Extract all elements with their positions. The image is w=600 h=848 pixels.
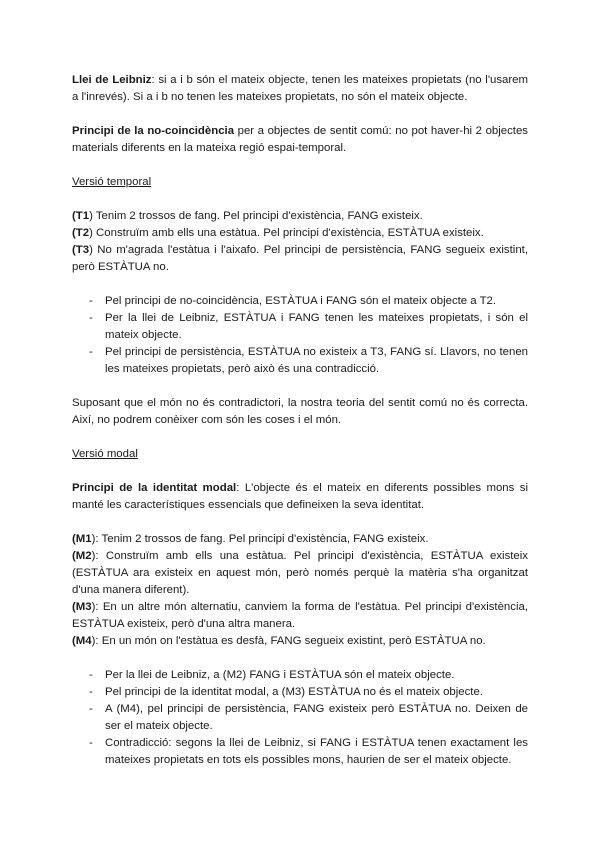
line-label: (M1 [72,533,92,545]
list-item: - Pel principi de persistència, ESTÀTUA no existeix a T3, FANG sí. Llavors, no tenen les mateixes propietats, però això és una contradicció. [89,346,528,375]
line-text: ): En un altre món alternatiu, canviem la forma de l'estàtua. Pel principi d'existència, ESTÀTUA existeix, però d'una altra manera. [72,601,528,630]
temporal-bullet-list [72,293,528,378]
document-page [72,72,528,769]
line-label: (M3 [72,601,92,613]
leibniz-text: : si a i b són el mateix objecte, tenen les mateixes propietats (no l'usarem a l'inrevés). Si a i b no tenen les mateixes propietats, no són el mateix objecte. [72,74,528,103]
no-coincidencia-term: Principi de la no-coincidència [72,125,235,137]
dash-marker: - [89,295,93,307]
list-item: - Per la llei de Leibniz, a (M2) FANG i ESTÀTUA són el mateix objecte. [72,667,528,684]
temporal-line-t3 [72,242,528,276]
line-text: ): Construïm amb ells una estàtua. Pel principi d'existència, ESTÀTUA existeix (ESTÀTUA ara existeix en aquest món, però només perquè la matèria s'ha organitzat d'una manera diferent). [72,550,528,596]
dash-marker: - [89,686,93,698]
list-item: - Per la llei de Leibniz, ESTÀTUA i FANG tenen les mateixes propietats, i són el mateix objecte. [89,312,528,341]
identitat-modal-term: Principi de la identitat modal [72,482,237,494]
dash-marker: - [89,312,93,324]
list-item: - Pel principi de no-coincidència, ESTÀTUA i FANG són el mateix objecte a T2. [72,293,528,310]
line-text: ) Tenim 2 trossos de fang. Pel principi d'existència, FANG existeix. [89,210,423,222]
modal-line-m3 [72,599,528,633]
modal-heading: Versió modal [72,448,138,460]
modal-bullet-list [72,667,528,769]
temporal-line-t1 [72,208,528,225]
line-text: ) No m'agrada l'estàtua i l'aixafo. Pel principi de persistència, FANG segueix existint, però ESTÀTUA no. [72,244,528,273]
no-coincidencia-text: per a objectes de sentit comú: no pot haver-hi 2 objectes materials diferents en la mateixa regió espai-temporal. [72,125,528,154]
dash-marker: - [89,703,93,715]
leibniz-term: Llei de Leibniz [72,74,152,86]
list-item: - Contradicció: segons la llei de Leibniz, si FANG i ESTÀTUA tenen exactament les mateixes propietats en tots els possibles mons, haurien de ser el mateix objecte. [89,737,528,766]
temporal-heading: Versió temporal [72,176,152,188]
leibniz-paragraph [72,72,528,106]
line-text: ): Tenim 2 trossos de fang. Pel principi d'existència, FANG existeix. [91,533,429,545]
identitat-modal-text: : L'objecte és el mateix en diferents possibles mons si manté les característiques essencials que defineixen la seva identitat. [72,482,528,511]
temporal-conclusion: Suposant que el món no és contradictori, la nostra teoria del sentit comú no és correcta. Així, no podrem conèixer com són les coses i el món. [72,397,528,426]
list-item: - Pel principi de la identitat modal, a (M3) ESTÀTUA no és el mateix objecte. [72,684,528,701]
line-text: ): En un món on l'estàtua es desfà, FANG segueix existint, però ESTÀTUA no. [91,635,486,647]
line-label: (T2 [72,227,90,239]
line-label: (M2 [72,550,92,562]
line-label: (M4 [72,635,92,647]
list-item: - A (M4), pel principi de persistència, FANG existeix però ESTÀTUA no. Deixen de ser el mateix objecte. [89,703,528,732]
modal-line-m2 [72,548,528,599]
modal-line-m1 [72,531,528,548]
line-text: ) Construïm amb ells una estàtua. Pel principi d'existència, ESTÀTUA existeix. [89,227,484,239]
dash-marker: - [89,346,93,358]
modal-line-m4 [72,633,528,650]
identitat-modal-paragraph [72,480,528,514]
dash-marker: - [89,737,93,749]
no-coincidencia-paragraph [72,123,528,157]
line-label: (T1 [72,210,90,222]
temporal-line-t2 [72,225,528,242]
dash-marker: - [89,669,93,681]
line-label: (T3 [72,244,90,256]
